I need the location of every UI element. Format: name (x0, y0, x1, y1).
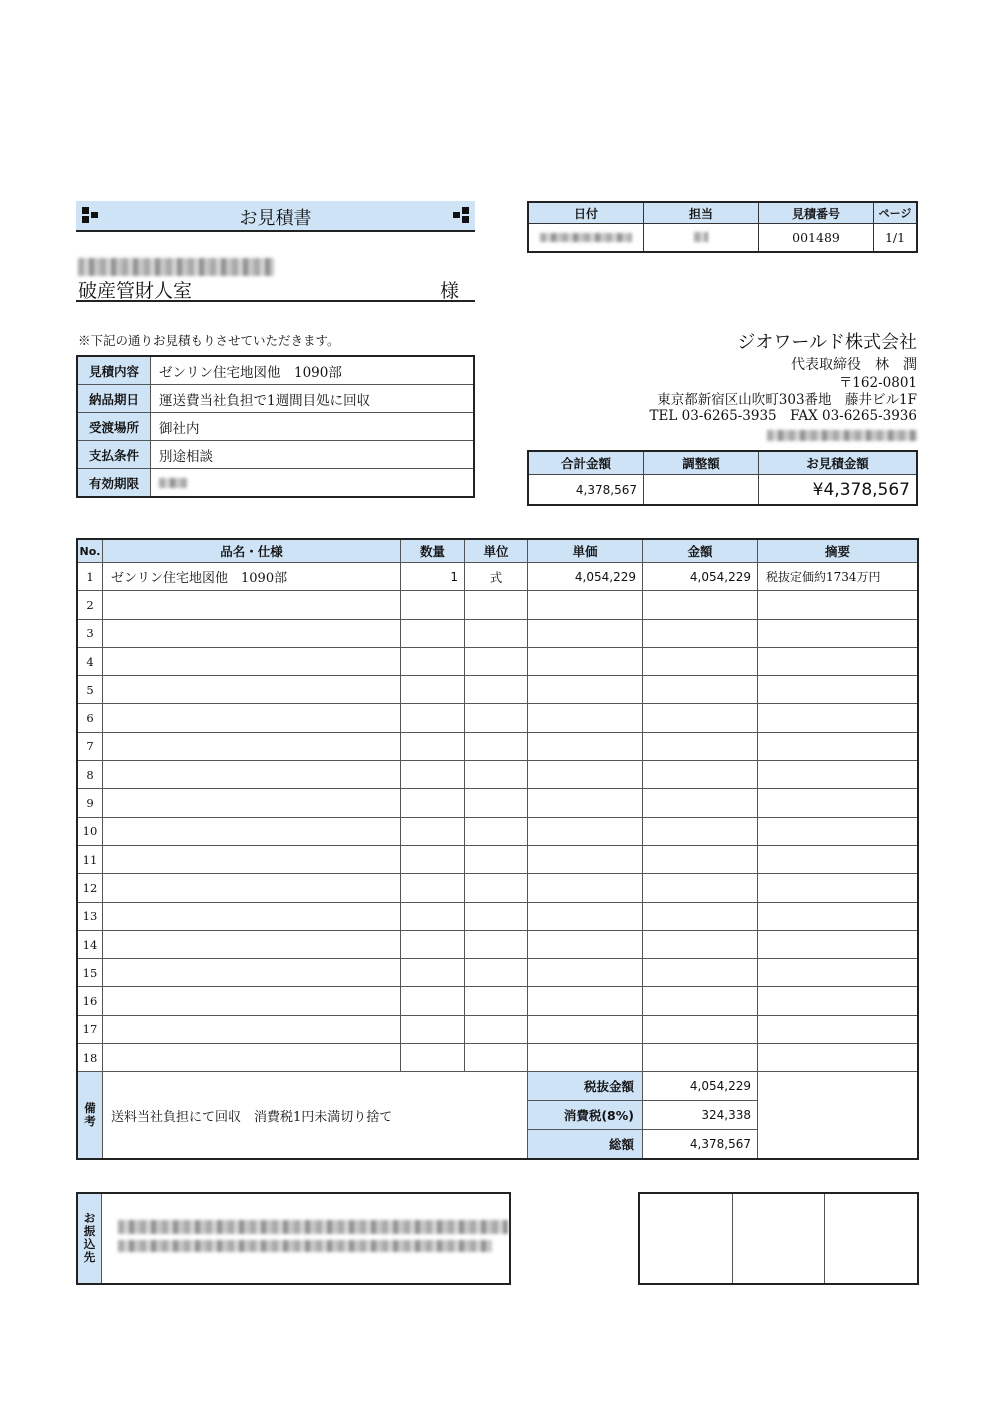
items-header-qty: 数量 (401, 539, 465, 563)
item-qty (401, 647, 465, 675)
items-header-name: 品名・仕様 (103, 539, 401, 563)
document-title: お見積書 (239, 208, 312, 229)
item-memo (758, 591, 919, 619)
item-memo (758, 902, 919, 930)
item-name: ゼンリン住宅地図他 1090部 (103, 563, 401, 591)
company-postal: 〒162-0801 (838, 375, 917, 391)
items-header-amount: 金額 (643, 539, 758, 563)
recipient-company-redacted (78, 258, 274, 276)
item-price (528, 647, 643, 675)
item-name (103, 789, 401, 817)
stamp-box (825, 1194, 917, 1283)
amount-table (527, 450, 918, 506)
meta-estimate-no: 001489 (759, 224, 874, 253)
table-row (77, 647, 918, 675)
item-qty (401, 987, 465, 1015)
item-memo (758, 704, 919, 732)
meta-header-staff: 担当 (644, 202, 759, 224)
item-no: 13 (77, 902, 103, 930)
item-no: 6 (77, 704, 103, 732)
item-no: 15 (77, 959, 103, 987)
table-row (77, 591, 918, 619)
item-name (103, 959, 401, 987)
item-memo (758, 1015, 919, 1043)
stamp-box (640, 1194, 733, 1283)
item-unit (465, 1015, 528, 1043)
detail-row (77, 385, 474, 413)
item-name (103, 874, 401, 902)
item-price (528, 789, 643, 817)
item-price (528, 845, 643, 873)
item-qty (401, 591, 465, 619)
detail-row (77, 441, 474, 469)
item-amount (643, 732, 758, 760)
item-unit (465, 1044, 528, 1072)
item-memo (758, 676, 919, 704)
amount-total: 4,378,567 (528, 475, 644, 506)
item-name (103, 845, 401, 873)
table-row (77, 959, 918, 987)
item-name (103, 676, 401, 704)
table-row (77, 761, 918, 789)
item-no: 7 (77, 732, 103, 760)
item-no: 5 (77, 676, 103, 704)
detail-value (151, 469, 475, 498)
detail-row (77, 469, 474, 498)
table-row (77, 845, 918, 873)
item-price (528, 761, 643, 789)
item-name (103, 987, 401, 1015)
total-value: 4,054,229 (643, 1072, 758, 1101)
stamp-box (733, 1194, 826, 1283)
item-unit (465, 761, 528, 789)
table-row (77, 619, 918, 647)
item-price (528, 591, 643, 619)
total-value: 4,378,567 (643, 1130, 758, 1160)
item-unit (465, 732, 528, 760)
item-name (103, 930, 401, 958)
item-qty (401, 732, 465, 760)
meta-page: 1/1 (874, 224, 918, 253)
table-row (77, 563, 918, 591)
item-qty (401, 817, 465, 845)
item-memo (758, 732, 919, 760)
item-qty (401, 930, 465, 958)
item-amount (643, 987, 758, 1015)
item-memo: 税抜定価約1734万円 (758, 563, 919, 591)
document-title-bar (76, 201, 475, 232)
item-price (528, 874, 643, 902)
item-unit (465, 845, 528, 873)
totals-memo-blank (758, 1072, 919, 1160)
items-header-memo: 摘要 (758, 539, 919, 563)
item-no: 2 (77, 591, 103, 619)
table-row (77, 987, 918, 1015)
item-qty (401, 845, 465, 873)
table-row (77, 704, 918, 732)
items-table (76, 538, 919, 1160)
item-amount (643, 959, 758, 987)
detail-label: 支払条件 (77, 441, 151, 469)
table-row (77, 789, 918, 817)
item-no: 8 (77, 761, 103, 789)
item-unit (465, 676, 528, 704)
item-unit: 式 (465, 563, 528, 591)
item-no: 11 (77, 845, 103, 873)
item-amount (643, 704, 758, 732)
estimate-note: ※下記の通りお見積もりさせていただきます。 (78, 333, 340, 348)
item-price (528, 817, 643, 845)
table-row (77, 676, 918, 704)
item-no: 1 (77, 563, 103, 591)
item-qty (401, 704, 465, 732)
amount-header-adjustment: 調整額 (644, 451, 759, 475)
detail-value: 別途相談 (151, 441, 475, 469)
item-amount (643, 874, 758, 902)
amount-estimate: ¥4,378,567 (759, 475, 918, 506)
item-price (528, 619, 643, 647)
item-qty (401, 902, 465, 930)
item-memo (758, 987, 919, 1015)
item-memo (758, 817, 919, 845)
item-qty: 1 (401, 563, 465, 591)
bank-label: お振込先 (78, 1194, 102, 1283)
detail-row (77, 356, 474, 385)
stamp-boxes (638, 1192, 919, 1285)
item-amount (643, 902, 758, 930)
item-price (528, 704, 643, 732)
remarks-text: 送料当社負担にて回収 消費税1円未満切り捨て (103, 1072, 528, 1160)
item-price (528, 1044, 643, 1072)
item-name (103, 902, 401, 930)
item-name (103, 647, 401, 675)
table-row (77, 902, 918, 930)
item-qty (401, 874, 465, 902)
item-amount (643, 676, 758, 704)
amount-header-total: 合計金額 (528, 451, 644, 475)
meta-staff-redacted (694, 232, 708, 242)
item-name (103, 619, 401, 647)
recipient-honorific: 様 (439, 280, 459, 302)
item-amount (643, 591, 758, 619)
issuer-company (650, 331, 918, 445)
meta-staff (644, 224, 759, 253)
item-no: 9 (77, 789, 103, 817)
item-no: 3 (77, 619, 103, 647)
items-header-unit: 単位 (465, 539, 528, 563)
corner-mark-icon (453, 207, 469, 223)
item-unit (465, 817, 528, 845)
item-amount (643, 789, 758, 817)
company-address: 東京都新宿区山吹町303番地 藤井ビル1F (657, 391, 917, 408)
item-memo (758, 845, 919, 873)
item-price (528, 902, 643, 930)
table-row (77, 732, 918, 760)
table-row (77, 1015, 918, 1043)
items-header-price: 単価 (528, 539, 643, 563)
item-memo (758, 789, 919, 817)
item-qty (401, 619, 465, 647)
item-memo (758, 959, 919, 987)
detail-label: 見積内容 (77, 356, 151, 385)
item-unit (465, 789, 528, 817)
item-no: 4 (77, 647, 103, 675)
bank-transfer-box (76, 1192, 511, 1285)
item-no: 12 (77, 874, 103, 902)
meta-header-page: ページ (874, 202, 918, 224)
item-price (528, 1015, 643, 1043)
item-amount: 4,054,229 (643, 563, 758, 591)
item-unit (465, 591, 528, 619)
item-no: 14 (77, 930, 103, 958)
meta-date-redacted (540, 233, 632, 242)
item-amount (643, 761, 758, 789)
bank-info-redacted (118, 1220, 508, 1234)
estimate-detail-table (76, 355, 475, 498)
company-email-redacted (767, 430, 917, 441)
item-amount (643, 930, 758, 958)
item-unit (465, 647, 528, 675)
item-unit (465, 619, 528, 647)
recipient-department: 破産管財人室 (78, 280, 193, 302)
item-memo (758, 761, 919, 789)
item-amount (643, 619, 758, 647)
amount-header-estimate: お見積金額 (759, 451, 918, 475)
item-name (103, 1015, 401, 1043)
item-amount (643, 1044, 758, 1072)
item-amount (643, 817, 758, 845)
meta-header-estimate-no: 見積番号 (759, 202, 874, 224)
item-name (103, 704, 401, 732)
item-price: 4,054,229 (528, 563, 643, 591)
item-name (103, 732, 401, 760)
detail-label: 有効期限 (77, 469, 151, 498)
detail-label: 納品期日 (77, 385, 151, 413)
company-tel-fax: TEL 03-6265-3935 FAX 03-6265-3936 (649, 408, 917, 424)
detail-value: 御社内 (151, 413, 475, 441)
item-memo (758, 647, 919, 675)
item-qty (401, 761, 465, 789)
total-value: 324,338 (643, 1101, 758, 1130)
item-memo (758, 930, 919, 958)
table-row (77, 817, 918, 845)
item-unit (465, 902, 528, 930)
item-name (103, 761, 401, 789)
item-amount (643, 845, 758, 873)
table-row (77, 930, 918, 958)
item-memo (758, 1044, 919, 1072)
meta-header-date: 日付 (528, 202, 644, 224)
recipient-block (76, 254, 475, 302)
item-name (103, 1044, 401, 1072)
item-price (528, 959, 643, 987)
item-price (528, 987, 643, 1015)
meta-date (528, 224, 644, 253)
item-name (103, 591, 401, 619)
item-unit (465, 704, 528, 732)
item-amount (643, 1015, 758, 1043)
item-no: 16 (77, 987, 103, 1015)
meta-table (527, 201, 918, 253)
item-price (528, 732, 643, 760)
table-row (77, 1044, 918, 1072)
item-unit (465, 874, 528, 902)
item-unit (465, 930, 528, 958)
item-memo (758, 874, 919, 902)
item-no: 17 (77, 1015, 103, 1043)
total-label: 税抜金額 (528, 1072, 643, 1101)
table-row (77, 874, 918, 902)
detail-value: ゼンリン住宅地図他 1090部 (151, 356, 475, 385)
item-qty (401, 789, 465, 817)
item-qty (401, 676, 465, 704)
total-label: 消費税(8%) (528, 1101, 643, 1130)
item-unit (465, 987, 528, 1015)
item-no: 10 (77, 817, 103, 845)
item-name (103, 817, 401, 845)
total-label: 総額 (528, 1130, 643, 1160)
item-memo (758, 619, 919, 647)
item-amount (643, 647, 758, 675)
company-representative: 代表取締役 林 潤 (791, 357, 917, 373)
item-qty (401, 959, 465, 987)
item-no: 18 (77, 1044, 103, 1072)
amount-adjustment (644, 475, 759, 506)
bank-info-redacted-line2 (118, 1240, 492, 1252)
item-price (528, 676, 643, 704)
remarks-label: 備考 (77, 1072, 103, 1160)
item-qty (401, 1015, 465, 1043)
items-header-no: No. (77, 539, 103, 563)
company-name: ジオワールド株式会社 (737, 332, 917, 353)
item-qty (401, 1044, 465, 1072)
detail-label: 受渡場所 (77, 413, 151, 441)
item-unit (465, 959, 528, 987)
item-price (528, 930, 643, 958)
detail-value: 運送費当社負担で1週間目処に回収 (151, 385, 475, 413)
detail-row (77, 413, 474, 441)
validity-redacted (159, 478, 187, 488)
